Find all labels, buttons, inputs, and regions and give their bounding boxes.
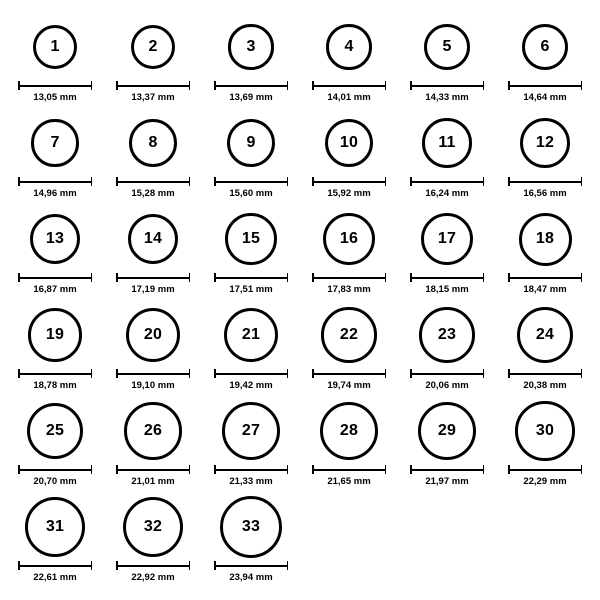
ring-circle-wrap (131, 14, 176, 80)
ring-size-cell (6, 494, 104, 590)
ring-circle-icon (520, 118, 570, 168)
ring-diameter-value: 22,92 mm (131, 572, 175, 583)
ring-circle-icon (522, 24, 569, 71)
ring-diameter-value: 13,69 mm (229, 92, 273, 103)
ring-size-label: 11 (438, 133, 456, 151)
ring-circle-icon (228, 24, 273, 69)
ring-size-label: 4 (344, 38, 354, 55)
ring-diameter-value: 23,94 mm (229, 572, 273, 583)
ring-diameter-value: 21,01 mm (131, 476, 175, 487)
measure-bar-icon (18, 81, 92, 90)
measure-bar-icon (214, 81, 288, 90)
measure-bar-icon (116, 561, 190, 570)
ring-size-label: 5 (442, 38, 452, 55)
ring-size-label: 10 (339, 134, 359, 151)
ring-size-label: 19 (45, 326, 65, 343)
ring-circle-icon (320, 402, 378, 460)
measure-bar-icon (312, 369, 386, 378)
ring-diameter-value: 15,92 mm (327, 188, 371, 199)
ring-circle-icon (519, 213, 572, 266)
ring-circle-wrap (326, 14, 372, 80)
ring-size-cell (104, 302, 202, 398)
ring-size-cell (300, 398, 398, 494)
ring-circle-icon (424, 24, 470, 70)
ring-circle-wrap (321, 302, 376, 368)
ring-size-cell (300, 14, 398, 110)
ring-circle-wrap (227, 110, 275, 176)
ring-circle-icon (128, 214, 179, 265)
ring-size-cell (398, 14, 496, 110)
ring-size-cell (6, 110, 104, 206)
ring-circle-icon (515, 401, 574, 460)
ring-diameter-value: 20,70 mm (33, 476, 77, 487)
ring-size-cell (202, 302, 300, 398)
ring-diameter-value: 18,78 mm (33, 380, 77, 391)
ring-size-cell (496, 398, 594, 494)
measure-bar-icon (508, 177, 582, 186)
ring-circle-wrap (31, 110, 78, 176)
ring-circle-wrap (33, 14, 77, 80)
ring-diameter-value: 21,33 mm (229, 476, 273, 487)
ring-diameter-value: 16,87 mm (33, 284, 77, 295)
ring-circle-icon (325, 119, 374, 168)
measure-bar-icon (508, 465, 582, 474)
ring-circle-icon (326, 24, 372, 70)
ring-diameter-value: 13,37 mm (131, 92, 175, 103)
ring-circle-icon (517, 307, 573, 363)
measure-bar-icon (312, 273, 386, 282)
ring-circle-wrap (30, 206, 80, 272)
ring-size-cell (496, 110, 594, 206)
ring-size-cell (496, 14, 594, 110)
ring-size-label: 6 (540, 38, 550, 55)
ring-size-cell (398, 206, 496, 302)
ring-size-cell (104, 398, 202, 494)
ring-size-cell (398, 398, 496, 494)
ring-circle-icon (224, 308, 279, 363)
ring-circle-wrap (520, 110, 570, 176)
measure-bar-icon (410, 81, 484, 90)
ring-size-cell (398, 110, 496, 206)
measure-bar-icon (18, 561, 92, 570)
ring-size-cell (6, 302, 104, 398)
ring-diameter-value: 13,05 mm (33, 92, 77, 103)
measure-bar-icon (214, 561, 288, 570)
measure-bar-icon (214, 369, 288, 378)
ring-size-label: 18 (535, 230, 555, 247)
ring-size-label: 29 (437, 422, 457, 439)
ring-size-cell (202, 206, 300, 302)
ring-size-label: 23 (437, 326, 457, 343)
measure-bar-icon (508, 273, 582, 282)
ring-size-cell (104, 206, 202, 302)
ring-circle-wrap (123, 494, 183, 560)
ring-circle-icon (30, 214, 80, 264)
ring-size-label: 20 (143, 326, 163, 343)
ring-circle-icon (222, 402, 280, 460)
measure-bar-icon (116, 465, 190, 474)
ring-circle-wrap (124, 398, 181, 464)
ring-size-cell (104, 110, 202, 206)
ring-circle-wrap (418, 398, 477, 464)
ring-diameter-value: 16,24 mm (425, 188, 469, 199)
ring-circle-icon (421, 213, 473, 265)
ring-size-cell (6, 398, 104, 494)
measure-bar-icon (116, 273, 190, 282)
ring-circle-icon (25, 497, 85, 557)
ring-size-label: 33 (241, 518, 261, 535)
ring-size-cell (104, 494, 202, 590)
measure-bar-icon (410, 465, 484, 474)
ring-circle-wrap (424, 14, 470, 80)
ring-circle-icon (28, 308, 82, 362)
ring-circle-icon (129, 119, 177, 167)
ring-size-label: 25 (45, 422, 65, 439)
ring-size-cell (496, 302, 594, 398)
ring-diameter-value: 16,56 mm (523, 188, 567, 199)
ring-size-cell (398, 302, 496, 398)
ring-size-cell (300, 110, 398, 206)
ring-size-label: 17 (437, 229, 457, 247)
ring-diameter-value: 19,10 mm (131, 380, 175, 391)
ring-diameter-value: 20,38 mm (523, 380, 567, 391)
measure-bar-icon (18, 177, 92, 186)
measure-bar-icon (410, 369, 484, 378)
ring-circle-wrap (419, 302, 475, 368)
ring-diameter-value: 17,19 mm (131, 284, 175, 295)
ring-circle-icon (321, 307, 376, 362)
ring-size-label: 3 (246, 38, 256, 55)
ring-diameter-value: 21,97 mm (425, 476, 469, 487)
ring-size-label: 21 (241, 326, 261, 343)
ring-circle-wrap (25, 494, 85, 560)
ring-size-label: 24 (535, 326, 555, 343)
ring-circle-icon (131, 25, 176, 70)
measure-bar-icon (214, 465, 288, 474)
ring-size-cell (300, 206, 398, 302)
ring-size-grid (6, 14, 594, 590)
ring-diameter-value: 17,51 mm (229, 284, 273, 295)
ring-size-label: 12 (535, 133, 555, 151)
ring-circle-wrap (27, 398, 84, 464)
ring-size-label: 9 (246, 134, 256, 151)
ring-circle-wrap (519, 206, 572, 272)
ring-circle-icon (419, 307, 475, 363)
ring-diameter-value: 18,47 mm (523, 284, 567, 295)
ring-size-label: 26 (143, 422, 163, 439)
ring-size-cell (496, 206, 594, 302)
ring-size-label: 30 (535, 421, 555, 439)
ring-size-cell (202, 110, 300, 206)
ring-circle-icon (418, 402, 477, 461)
ring-circle-wrap (421, 206, 473, 272)
ring-diameter-value: 14,33 mm (425, 92, 469, 103)
ring-circle-wrap (323, 206, 375, 272)
ring-circle-icon (323, 213, 375, 265)
ring-size-cell (6, 206, 104, 302)
ring-circle-wrap (28, 302, 82, 368)
ring-diameter-value: 14,64 mm (523, 92, 567, 103)
ring-size-label: 7 (50, 134, 60, 151)
ring-circle-icon (227, 119, 275, 167)
measure-bar-icon (214, 273, 288, 282)
ring-size-label: 32 (143, 517, 163, 535)
ring-size-label: 31 (45, 517, 65, 535)
ring-circle-wrap (522, 14, 569, 80)
ring-size-label: 8 (148, 134, 158, 151)
ring-size-label: 2 (148, 38, 158, 55)
ring-size-label: 28 (339, 422, 359, 439)
ring-circle-wrap (220, 494, 282, 560)
ring-size-cell (202, 398, 300, 494)
ring-circle-wrap (224, 302, 279, 368)
ring-circle-wrap (422, 110, 471, 176)
ring-diameter-value: 19,42 mm (229, 380, 273, 391)
measure-bar-icon (214, 177, 288, 186)
ring-size-cell (104, 14, 202, 110)
ring-circle-icon (124, 402, 181, 459)
measure-bar-icon (410, 177, 484, 186)
ring-size-cell (6, 14, 104, 110)
ring-diameter-value: 14,01 mm (327, 92, 371, 103)
ring-size-cell (300, 302, 398, 398)
measure-bar-icon (312, 177, 386, 186)
ring-circle-icon (422, 118, 471, 167)
ring-circle-icon (220, 496, 282, 558)
measure-bar-icon (116, 81, 190, 90)
ring-circle-wrap (126, 302, 180, 368)
ring-diameter-value: 17,83 mm (327, 284, 371, 295)
ring-diameter-value: 15,28 mm (131, 188, 175, 199)
ring-size-label: 1 (50, 38, 60, 55)
ring-size-cell (202, 14, 300, 110)
ring-diameter-value: 22,29 mm (523, 476, 567, 487)
measure-bar-icon (18, 273, 92, 282)
ring-circle-wrap (128, 206, 179, 272)
ring-circle-wrap (320, 398, 378, 464)
measure-bar-icon (508, 369, 582, 378)
measure-bar-icon (508, 81, 582, 90)
ring-circle-icon (33, 25, 77, 69)
ring-circle-wrap (228, 14, 273, 80)
ring-size-label: 14 (143, 229, 163, 247)
ring-circle-icon (31, 119, 78, 166)
measure-bar-icon (410, 273, 484, 282)
ring-size-label: 13 (45, 229, 65, 247)
measure-bar-icon (116, 177, 190, 186)
ring-circle-wrap (517, 302, 573, 368)
measure-bar-icon (312, 81, 386, 90)
ring-size-cell (202, 494, 300, 590)
ring-circle-icon (126, 308, 180, 362)
ring-circle-wrap (129, 110, 177, 176)
ring-size-label: 22 (339, 326, 359, 343)
ring-circle-wrap (222, 398, 280, 464)
ring-diameter-value: 14,96 mm (33, 188, 77, 199)
ring-diameter-value: 19,74 mm (327, 380, 371, 391)
ring-diameter-value: 22,61 mm (33, 572, 77, 583)
ring-circle-icon (225, 213, 276, 264)
measure-bar-icon (18, 369, 92, 378)
ring-size-label: 27 (241, 422, 261, 439)
ring-circle-icon (123, 497, 183, 557)
measure-bar-icon (312, 465, 386, 474)
ring-circle-wrap (515, 398, 574, 464)
ring-size-label: 15 (241, 229, 261, 247)
measure-bar-icon (116, 369, 190, 378)
ring-circle-wrap (225, 206, 276, 272)
ring-diameter-value: 18,15 mm (425, 284, 469, 295)
ring-circle-icon (27, 403, 84, 460)
ring-size-label: 16 (339, 229, 359, 247)
measure-bar-icon (18, 465, 92, 474)
ring-diameter-value: 15,60 mm (229, 188, 273, 199)
ring-circle-wrap (325, 110, 374, 176)
ring-diameter-value: 20,06 mm (425, 380, 469, 391)
ring-diameter-value: 21,65 mm (327, 476, 371, 487)
